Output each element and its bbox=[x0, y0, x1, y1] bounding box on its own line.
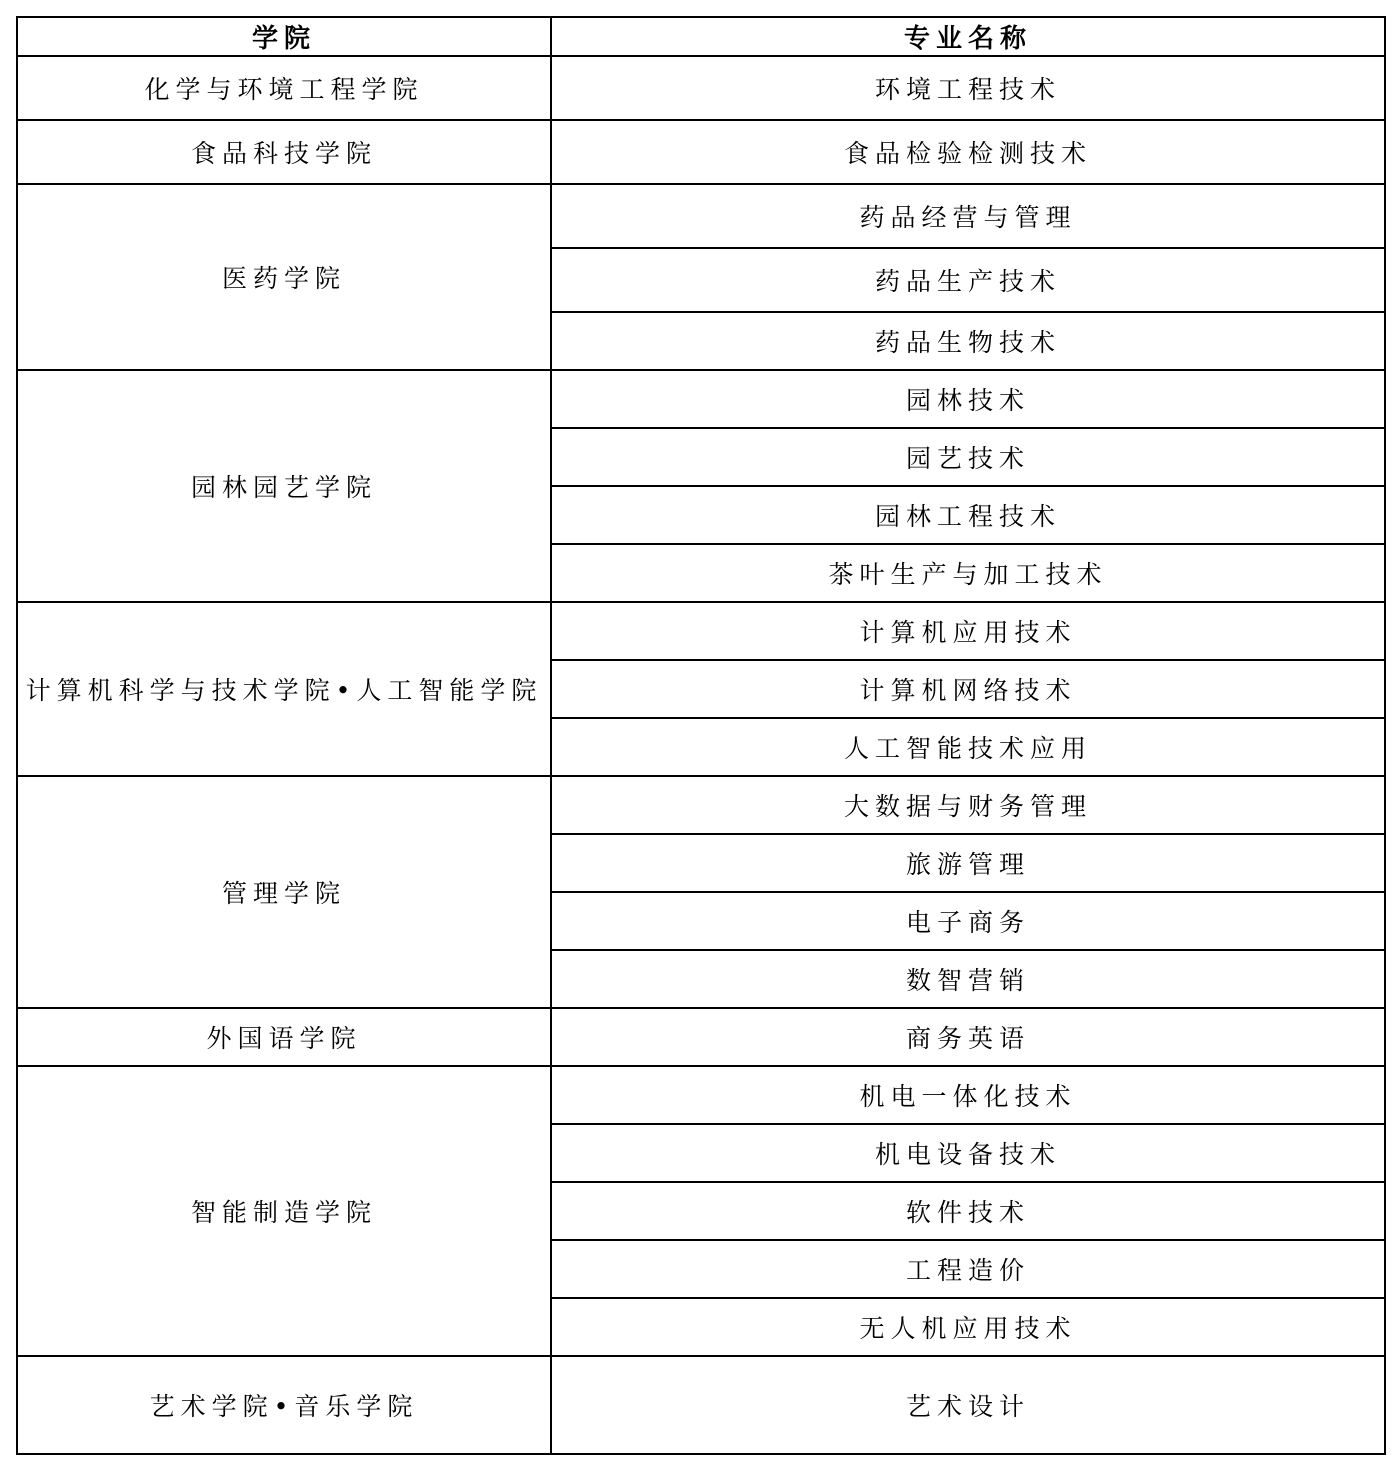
college-cell: 医药学院 bbox=[17, 184, 551, 370]
table-row bbox=[17, 1356, 1385, 1454]
college-cell: 计算机科学与技术学院•人工智能学院 bbox=[17, 602, 551, 776]
major-cell: 药品生产技术 bbox=[551, 248, 1385, 312]
major-cell: 计算机网络技术 bbox=[551, 660, 1385, 718]
table-row bbox=[17, 1008, 1385, 1066]
major-cell: 工程造价 bbox=[551, 1240, 1385, 1298]
table-row bbox=[17, 184, 1385, 248]
major-cell: 食品检验检测技术 bbox=[551, 120, 1385, 184]
table-row bbox=[17, 370, 1385, 428]
college-cell: 管理学院 bbox=[17, 776, 551, 1008]
major-cell: 园艺技术 bbox=[551, 428, 1385, 486]
table-body bbox=[17, 56, 1385, 1454]
major-cell: 药品经营与管理 bbox=[551, 184, 1385, 248]
major-cell: 电子商务 bbox=[551, 892, 1385, 950]
college-cell: 艺术学院•音乐学院 bbox=[17, 1356, 551, 1454]
college-cell: 智能制造学院 bbox=[17, 1066, 551, 1356]
college-cell: 食品科技学院 bbox=[17, 120, 551, 184]
college-cell: 化学与环境工程学院 bbox=[17, 56, 551, 120]
header-college: 学院 bbox=[17, 17, 551, 56]
table-row bbox=[17, 1066, 1385, 1124]
major-cell: 软件技术 bbox=[551, 1182, 1385, 1240]
college-cell: 园林园艺学院 bbox=[17, 370, 551, 602]
major-cell: 茶叶生产与加工技术 bbox=[551, 544, 1385, 602]
major-cell: 旅游管理 bbox=[551, 834, 1385, 892]
college-majors-table bbox=[16, 16, 1386, 1455]
header-row bbox=[17, 17, 1385, 56]
major-cell: 大数据与财务管理 bbox=[551, 776, 1385, 834]
major-cell: 机电设备技术 bbox=[551, 1124, 1385, 1182]
major-cell: 商务英语 bbox=[551, 1008, 1385, 1066]
college-cell: 外国语学院 bbox=[17, 1008, 551, 1066]
major-cell: 艺术设计 bbox=[551, 1356, 1385, 1454]
table-row bbox=[17, 56, 1385, 120]
major-cell: 机电一体化技术 bbox=[551, 1066, 1385, 1124]
major-cell: 人工智能技术应用 bbox=[551, 718, 1385, 776]
major-cell: 药品生物技术 bbox=[551, 312, 1385, 370]
major-cell: 计算机应用技术 bbox=[551, 602, 1385, 660]
major-cell: 园林工程技术 bbox=[551, 486, 1385, 544]
table-row bbox=[17, 776, 1385, 834]
major-cell: 数智营销 bbox=[551, 950, 1385, 1008]
table-row bbox=[17, 602, 1385, 660]
major-cell: 无人机应用技术 bbox=[551, 1298, 1385, 1356]
header-major: 专业名称 bbox=[551, 17, 1385, 56]
table-row bbox=[17, 120, 1385, 184]
major-cell: 环境工程技术 bbox=[551, 56, 1385, 120]
major-cell: 园林技术 bbox=[551, 370, 1385, 428]
